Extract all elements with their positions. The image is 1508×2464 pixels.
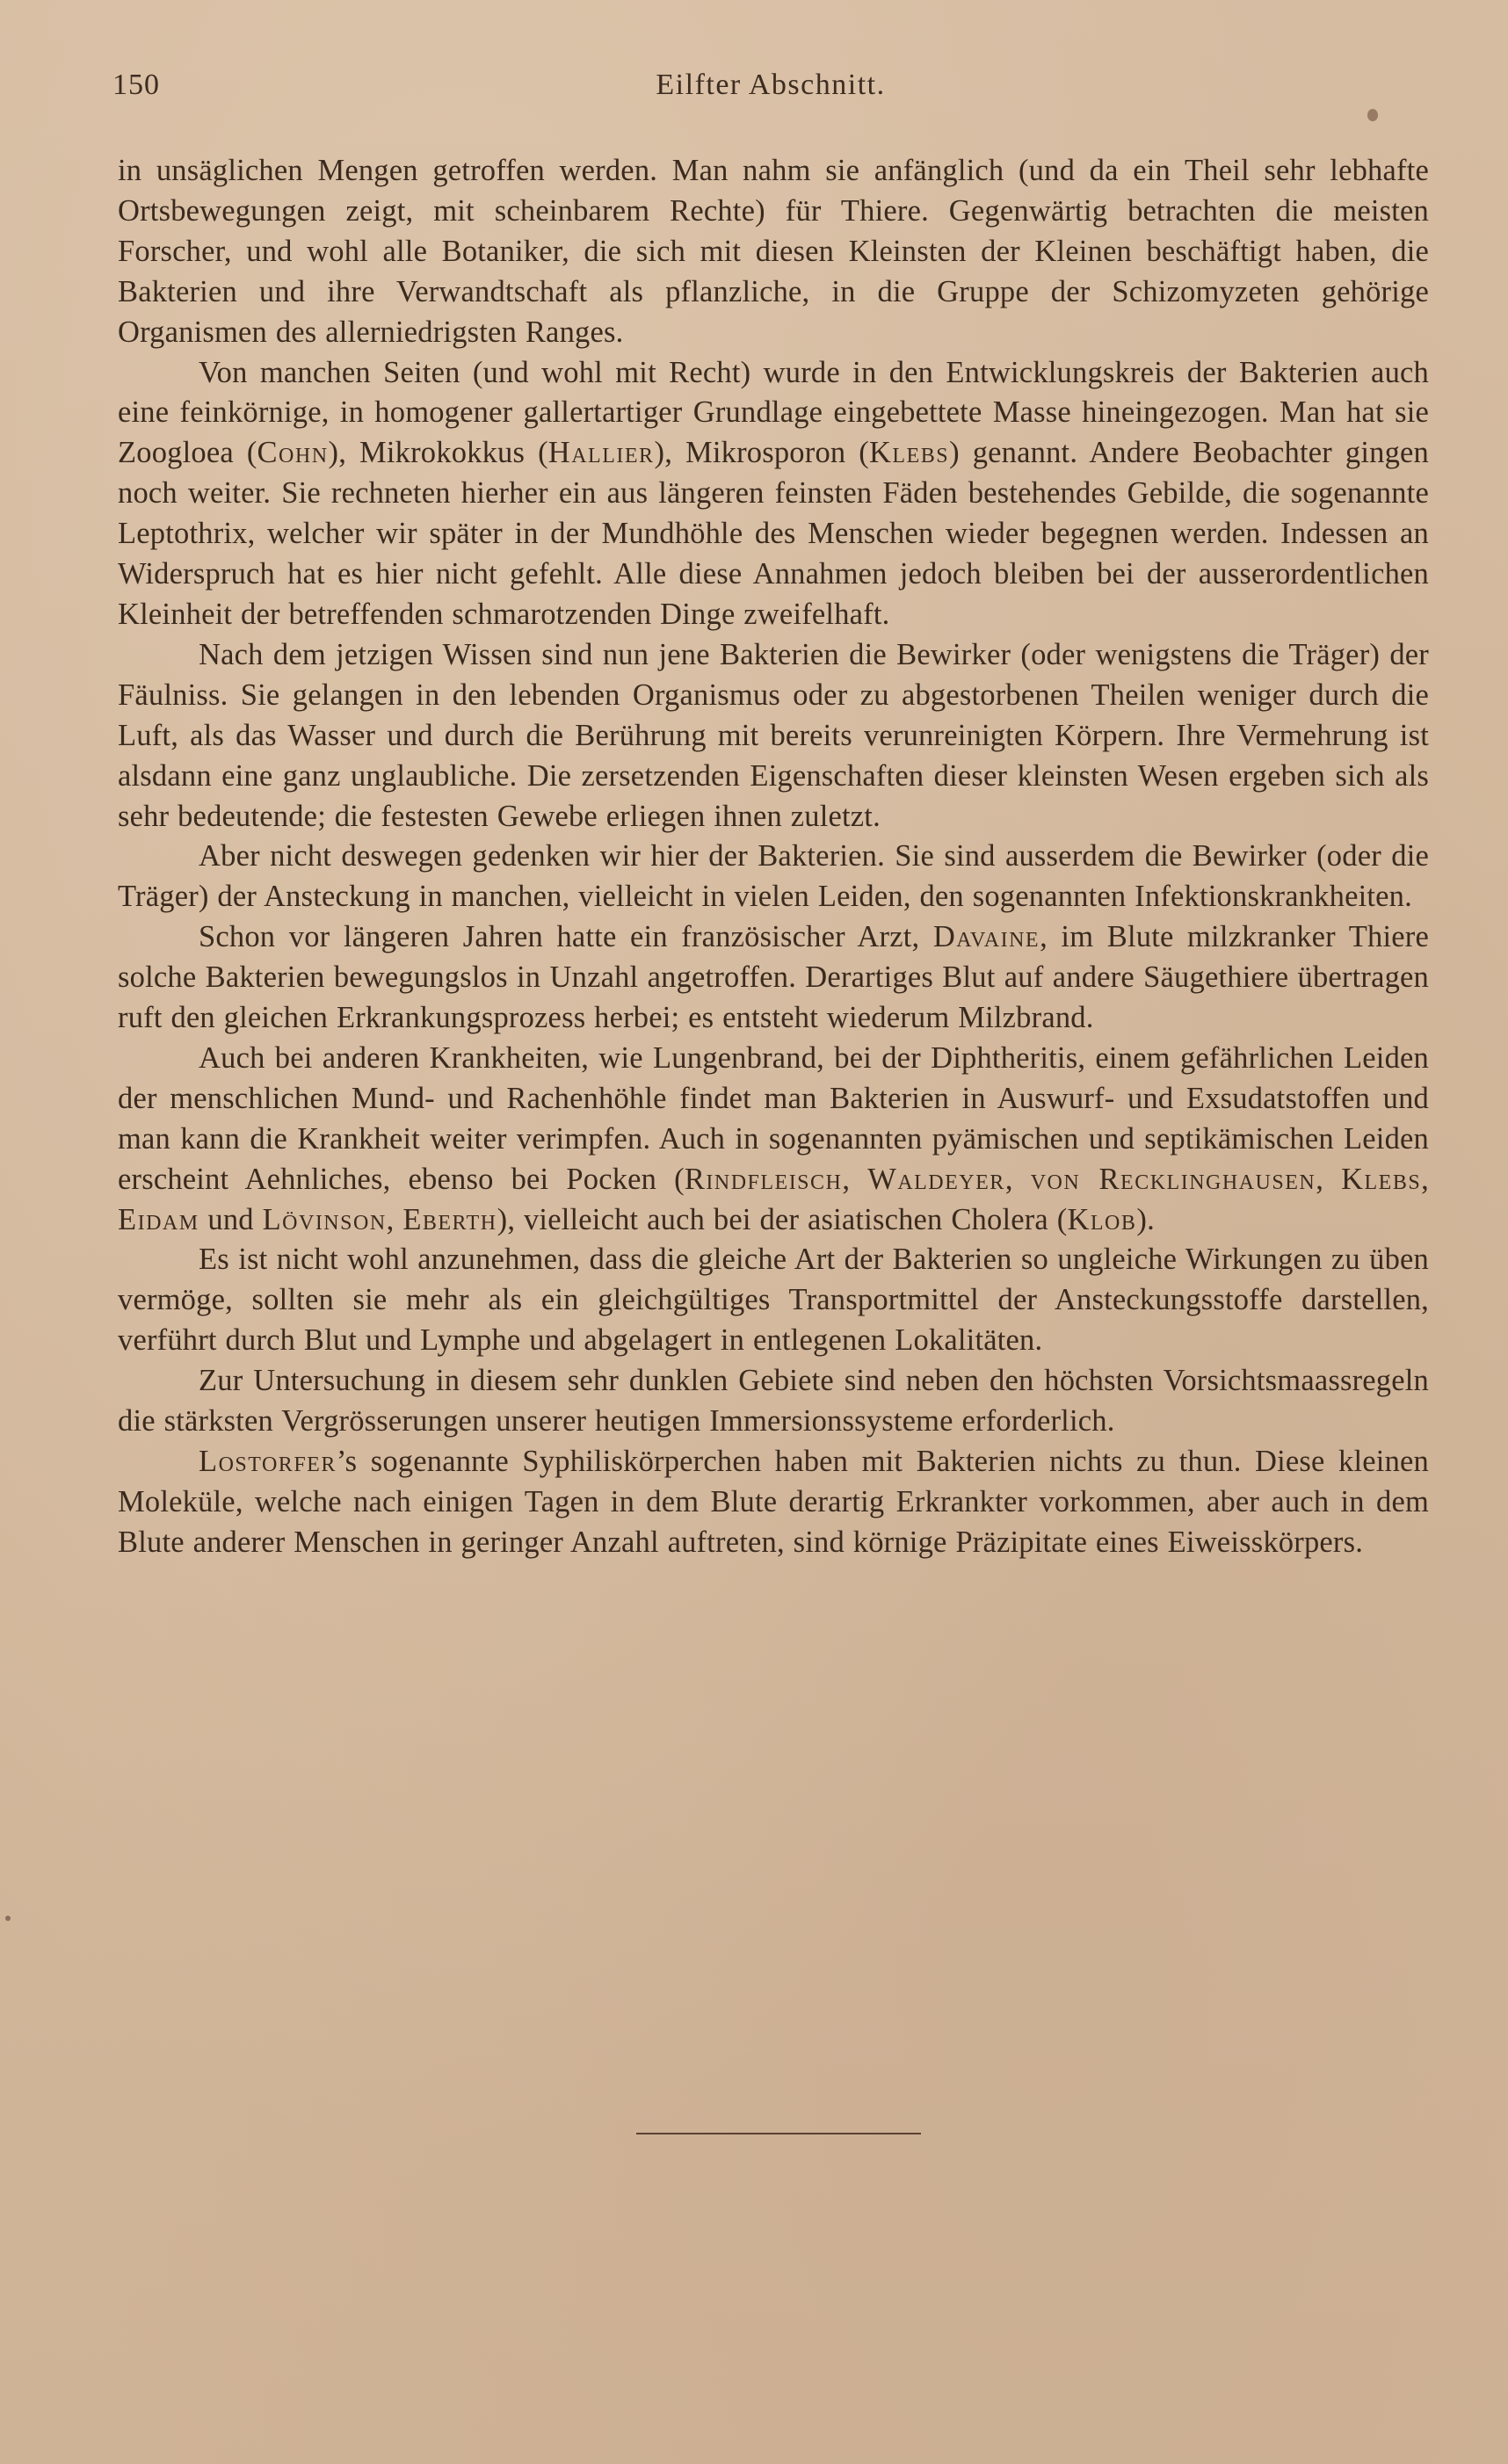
- end-rule: [636, 2133, 921, 2134]
- paragraph: [118, 151, 1429, 353]
- author-name: von Recklinghausen: [1030, 1162, 1316, 1196]
- text-run: ,: [1421, 1162, 1429, 1196]
- author-name: Klebs: [1341, 1162, 1422, 1196]
- author-name: Klebs: [868, 436, 950, 470]
- author-name: Lostorfer: [199, 1445, 337, 1478]
- text-run: ), Mikrosporon (: [654, 436, 869, 470]
- text-run: Nach dem jetzigen Wissen sind nun jene Bakterien die Bewirker (oder wenigstens die Träger) der Fäulniss. Sie gelangen in den lebenden Organismus oder zu abgestorbenen Theilen weniger durch die Luft, als das Wasser und durch die Berührung mit bereits verunreinigten Körpern. Ihre Vermehrung ist alsdann eine ganz unglaubliche. Die zersetzenden Eigenschaften dieser kleinsten Wesen ergeben sich als sehr bedeutende; die festesten Gewebe erliegen ihnen zuletzt.: [118, 637, 1429, 833]
- author-name: Waldeyer: [867, 1162, 1005, 1196]
- ink-spot: [1367, 109, 1378, 121]
- paragraph: [118, 353, 1429, 635]
- text-run: ,: [1004, 1162, 1031, 1196]
- author-name: Lövinson: [262, 1202, 387, 1236]
- author-name: Eberth: [402, 1202, 497, 1236]
- text-run: ).: [1136, 1202, 1155, 1236]
- author-name: Klob: [1067, 1202, 1137, 1236]
- body-text: [118, 151, 1429, 1563]
- text-run: ’s sogenannte Syphiliskörperchen haben mit Bakterien nichts zu thun. Diese kleinen Moleküle, welche nach einigen Tagen in dem Blute derartig Erkrankter vorkommen, aber auch in dem Blute anderer Menschen in geringer Anzahl auftreten, sind körnige Präzipitate eines Eiweisskörpers.: [118, 1445, 1429, 1559]
- text-run: Es ist nicht wohl anzunehmen, dass die gleiche Art der Bakterien so ungleiche Wirkungen zu üben vermöge, sollten sie mehr als ein gleichgültiges Transportmittel der Ansteckungsstoffe darstellen, verführt durch Blut und Lymphe und abgelagert in entlegenen Lokalitäten.: [118, 1243, 1429, 1358]
- text-run: , im Blute milzkranker Thiere solche Bakterien bewegungslos in Unzahl angetroffen. Derartiges Blut auf andere Säugethiere übertragen ruft den gleichen Erkrankungsprozess herbei; es entsteht wiederum Milzbrand.: [118, 920, 1429, 1035]
- text-run: ) genannt. Andere Beobachter gingen noch weiter. Sie rechneten hierher ein aus längeren feinsten Fäden bestehendes Gebilde, die sogenannte Leptothrix, welcher wir später in der Mundhöhle des Menschen wieder begegnen werden. Indessen an Widerspruch hat es hier nicht gefehlt. Alle diese Annahmen jedoch bleiben bei der ausserordentlichen Kleinheit der betreffenden schmarotzenden Dinge zweifelhaft.: [118, 436, 1430, 631]
- paragraph: [118, 917, 1429, 1039]
- ink-speck: [5, 1916, 11, 1921]
- text-run: ,: [1316, 1162, 1342, 1196]
- paragraph: [118, 1442, 1429, 1563]
- text-run: ), vielleicht auch bei der asiatischen Cholera (: [497, 1202, 1068, 1236]
- paragraph: [118, 635, 1429, 837]
- paragraph: [118, 1240, 1429, 1361]
- text-run: und: [199, 1202, 263, 1236]
- page-number: 150: [112, 69, 160, 101]
- text-run: ), Mikrokokkus (: [328, 436, 548, 470]
- page-header: [112, 69, 1429, 118]
- text-run: ,: [842, 1162, 868, 1196]
- author-name: Hallier: [547, 436, 655, 470]
- author-name: Rindfleisch: [684, 1162, 843, 1196]
- text-run: Von manchen Seiten (und wohl mit Recht) wurde in den Entwicklungskreis der Bakterien auch eine feinkörnige, in homogener gallertartiger Grundlage eingebettete Masse hineingezogen. Man hat sie Zoogloea (: [118, 355, 1429, 470]
- author-name: Cohn: [257, 436, 329, 470]
- text-run: Auch bei anderen Krankheiten, wie Lungenbrand, bei der Diphtheritis, einem gefährlichen Leiden der menschlichen Mund- und Rachenhöhle findet man Bakterien in Auswurf- und Exsudatstoffen und man kann die Krankheit weiter verimpfen. Auch in sogenannten pyämischen und septikämischen Leiden erscheint Aehnliches, ebenso bei Pocken (: [118, 1040, 1429, 1196]
- author-name: Eidam: [118, 1202, 199, 1236]
- paragraph: [118, 1039, 1429, 1241]
- text-run: in unsäglichen Mengen getroffen werden. Man nahm sie anfänglich (und da ein Theil sehr lebhafte Ortsbewegungen zeigt, mit scheinbarem Rechte) für Thiere. Gegenwärtig betrachten die meisten Forscher, und wohl alle Botaniker, die sich mit diesen Kleinsten der Kleinen beschäftigt haben, die Bakterien und ihre Verwandtschaft als pflanzliche, in die Gruppe der Schizomyzeten gehörige Organismen des allerniedrigsten Ranges.: [118, 154, 1429, 349]
- paragraph: [118, 1361, 1429, 1442]
- running-title: Eilfter Abschnitt.: [656, 69, 886, 101]
- text-run: Aber nicht deswegen gedenken wir hier der Bakterien. Sie sind ausserdem die Bewirker (oder die Träger) der Ansteckung in manchen, vielleicht in vielen Leiden, den sogenannten Infektionskrankheiten.: [118, 839, 1429, 914]
- paragraph: [118, 837, 1429, 917]
- text-run: ,: [386, 1202, 403, 1236]
- text-run: Zur Untersuchung in diesem sehr dunklen Gebiete sind neben den höchsten Vorsichtsmaassregeln die stärksten Vergrösserungen unserer heutigen Immersionssysteme erforderlich.: [118, 1364, 1429, 1439]
- text-run: Schon vor längeren Jahren hatte ein französischer Arzt,: [199, 920, 933, 954]
- author-name: Davaine: [932, 920, 1040, 954]
